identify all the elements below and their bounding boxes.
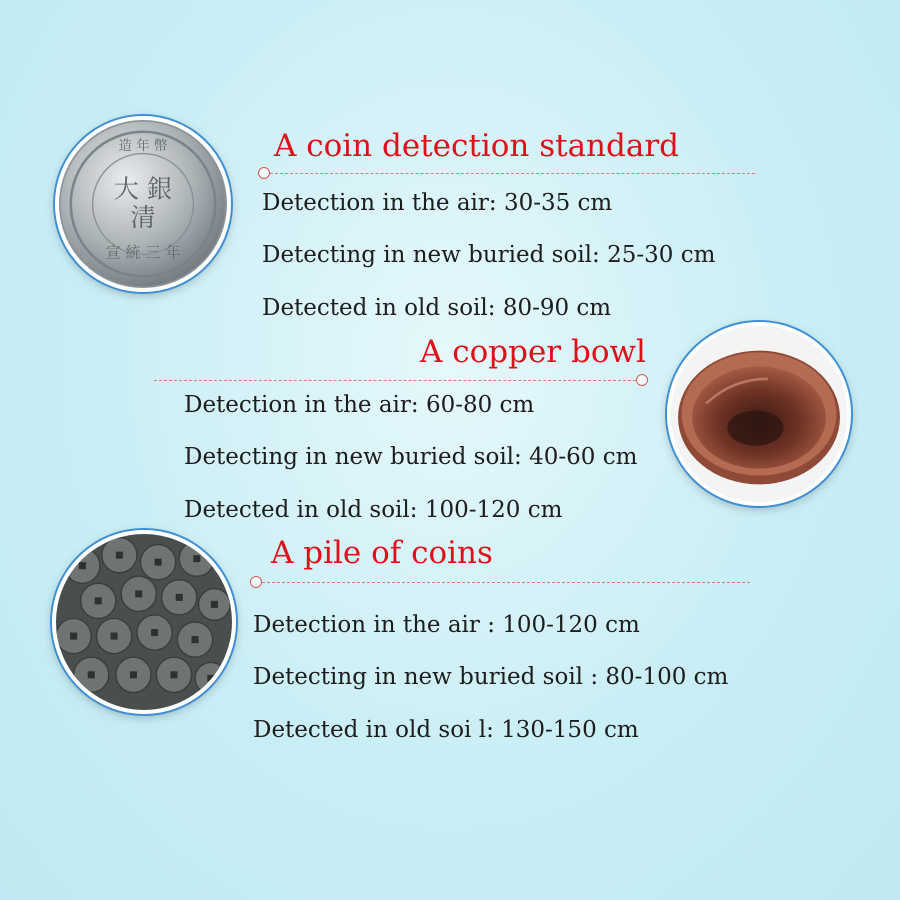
section-title-copper-bowl: A copper bowl <box>420 334 646 370</box>
silver-dollar-coin-icon <box>59 120 227 288</box>
detection-old-soil-row: Detected in old soi l: 130-150 cm <box>253 717 639 743</box>
section-divider <box>270 173 755 174</box>
section-title-coin-pile: A pile of coins <box>271 535 493 571</box>
detection-new-soil-row: Detecting in new buried soil: 25-30 cm <box>262 242 716 268</box>
svg-text:宣 統 三 年: 宣 統 三 年 <box>105 243 181 262</box>
silver-coin-photo <box>55 116 231 292</box>
detection-air-row: Detection in the air : 100-120 cm <box>253 612 640 638</box>
detection-old-soil-row: Detected in old soil: 80-90 cm <box>262 295 612 321</box>
detection-new-soil-row: Detecting in new buried soil : 80-100 cm <box>253 664 729 690</box>
svg-text:清: 清 <box>130 202 156 232</box>
copper-bowl-photo <box>667 322 851 506</box>
svg-text:大 銀: 大 銀 <box>113 174 173 204</box>
copper-bowl-icon <box>671 326 847 502</box>
section-marker-dot <box>258 167 270 179</box>
section-divider <box>262 582 750 583</box>
coin-pile-photo <box>52 530 236 714</box>
section-title-coin: A coin detection standard <box>274 128 680 164</box>
detection-old-soil-row: Detected in old soil: 100-120 cm <box>184 497 563 523</box>
section-marker-dot <box>636 374 648 386</box>
pile-of-ancient-coins-icon <box>56 534 232 710</box>
section-marker-dot <box>250 576 262 588</box>
detection-new-soil-row: Detecting in new buried soil: 40-60 cm <box>184 444 638 470</box>
detection-air-row: Detection in the air: 30-35 cm <box>262 190 613 216</box>
section-divider <box>154 380 636 381</box>
detection-air-row: Detection in the air: 60-80 cm <box>184 392 535 418</box>
svg-text:造 年 幣: 造 年 幣 <box>118 139 168 155</box>
